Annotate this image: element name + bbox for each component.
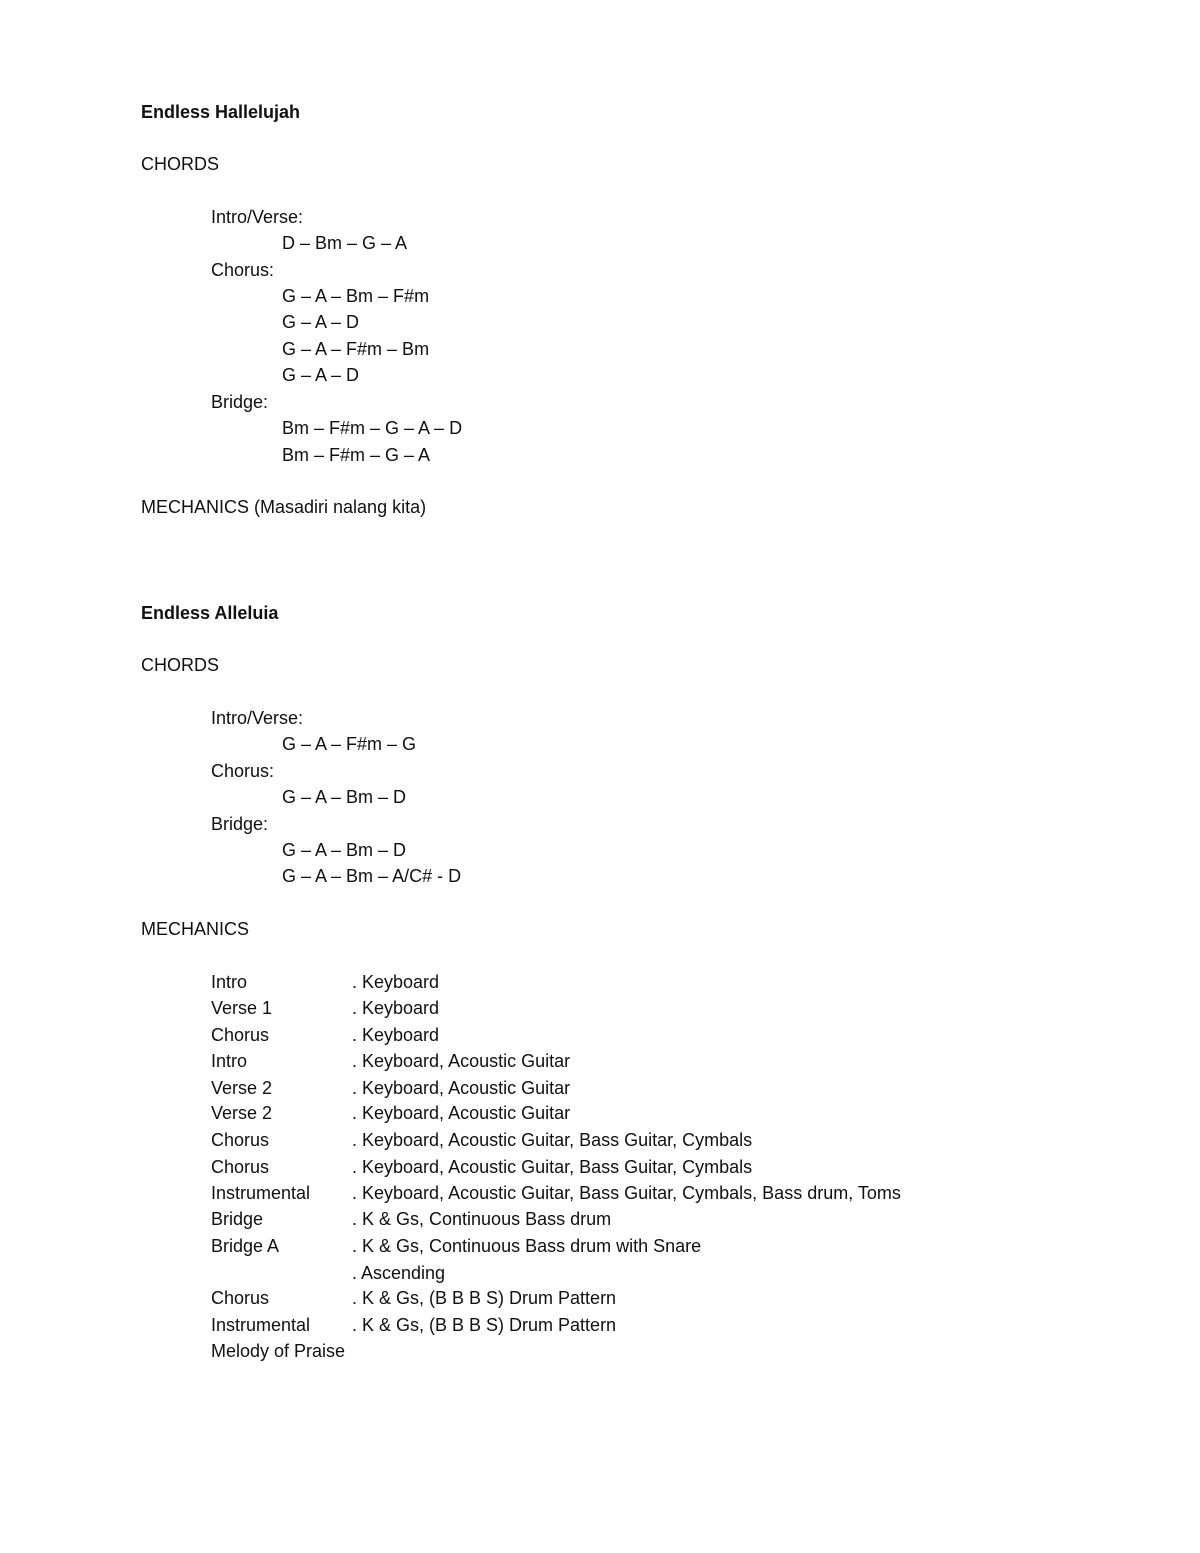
song2-mechanics-heading: MECHANICS	[141, 919, 250, 939]
song1-chord-line: Bm – F#m – G – A – D	[282, 418, 463, 438]
mechanics-desc: . Ascending	[352, 1263, 446, 1283]
mechanics-desc: . Keyboard	[352, 1025, 440, 1045]
song1-chord-line: Bm – F#m – G – A	[282, 445, 431, 465]
mechanics-part: Chorus	[211, 1130, 270, 1150]
mechanics-part: Verse 2	[211, 1103, 273, 1123]
mechanics-part: Instrumental	[211, 1315, 311, 1335]
mechanics-desc: . K & Gs, (B B B S) Drum Pattern	[352, 1288, 617, 1308]
mechanics-desc: . Keyboard, Acoustic Guitar, Bass Guitar, Cymbals	[352, 1130, 753, 1150]
song1-chord-line: G – A – F#m – Bm	[282, 339, 430, 359]
song1-chord-line: G – A – D	[282, 365, 360, 385]
song1-title: Endless Hallelujah	[141, 102, 301, 122]
mechanics-desc: . Keyboard, Acoustic Guitar, Bass Guitar, Cymbals	[352, 1157, 753, 1177]
song2-chord-line: G – A – Bm – D	[282, 840, 407, 860]
mechanics-desc: . K & Gs, Continuous Bass drum	[352, 1209, 612, 1229]
mechanics-desc: . K & Gs, Continuous Bass drum with Snare	[352, 1236, 702, 1256]
song2-section-label: Bridge:	[211, 814, 269, 834]
mechanics-part: Bridge A	[211, 1236, 280, 1256]
mechanics-desc: . Keyboard	[352, 972, 440, 992]
mechanics-desc: . Keyboard, Acoustic Guitar	[352, 1078, 571, 1098]
mechanics-part: Instrumental	[211, 1183, 311, 1203]
song2-section-label: Intro/Verse:	[211, 708, 304, 728]
mechanics-part: Chorus	[211, 1288, 270, 1308]
mechanics-part: Verse 2	[211, 1078, 273, 1098]
song1-section-label: Intro/Verse:	[211, 207, 304, 227]
mechanics-part: Chorus	[211, 1025, 270, 1045]
mechanics-part: Verse 1	[211, 998, 273, 1018]
song1-mechanics: MECHANICS (Masadiri nalang kita)	[141, 497, 427, 517]
song1-section-label: Chorus:	[211, 260, 275, 280]
song1-chord-line: G – A – Bm – F#m	[282, 286, 430, 306]
song2-chord-line: G – A – Bm – D	[282, 787, 407, 807]
mechanics-desc: . Keyboard, Acoustic Guitar	[352, 1103, 571, 1123]
song2-section-label: Chorus:	[211, 761, 275, 781]
mechanics-desc: . Keyboard	[352, 998, 440, 1018]
mechanics-part: Bridge	[211, 1209, 264, 1229]
song2-title: Endless Alleluia	[141, 603, 279, 623]
mechanics-part: Intro	[211, 972, 248, 992]
mechanics-desc: . K & Gs, (B B B S) Drum Pattern	[352, 1315, 617, 1335]
song1-chords-heading: CHORDS	[141, 154, 220, 174]
mechanics-part: Melody of Praise	[211, 1341, 346, 1361]
song1-chord-line: G – A – D	[282, 312, 360, 332]
song2-chord-line: G – A – Bm – A/C# - D	[282, 866, 462, 886]
mechanics-part: Chorus	[211, 1157, 270, 1177]
mechanics-desc: . Keyboard, Acoustic Guitar, Bass Guitar, Cymbals, Bass drum, Toms	[352, 1183, 901, 1203]
song1-section-label: Bridge:	[211, 392, 269, 412]
mechanics-part: Intro	[211, 1051, 248, 1071]
song2-chord-line: G – A – F#m – G	[282, 734, 417, 754]
song2-chords-heading: CHORDS	[141, 655, 220, 675]
song1-chord-line: D – Bm – G – A	[282, 233, 408, 253]
mechanics-desc: . Keyboard, Acoustic Guitar	[352, 1051, 571, 1071]
